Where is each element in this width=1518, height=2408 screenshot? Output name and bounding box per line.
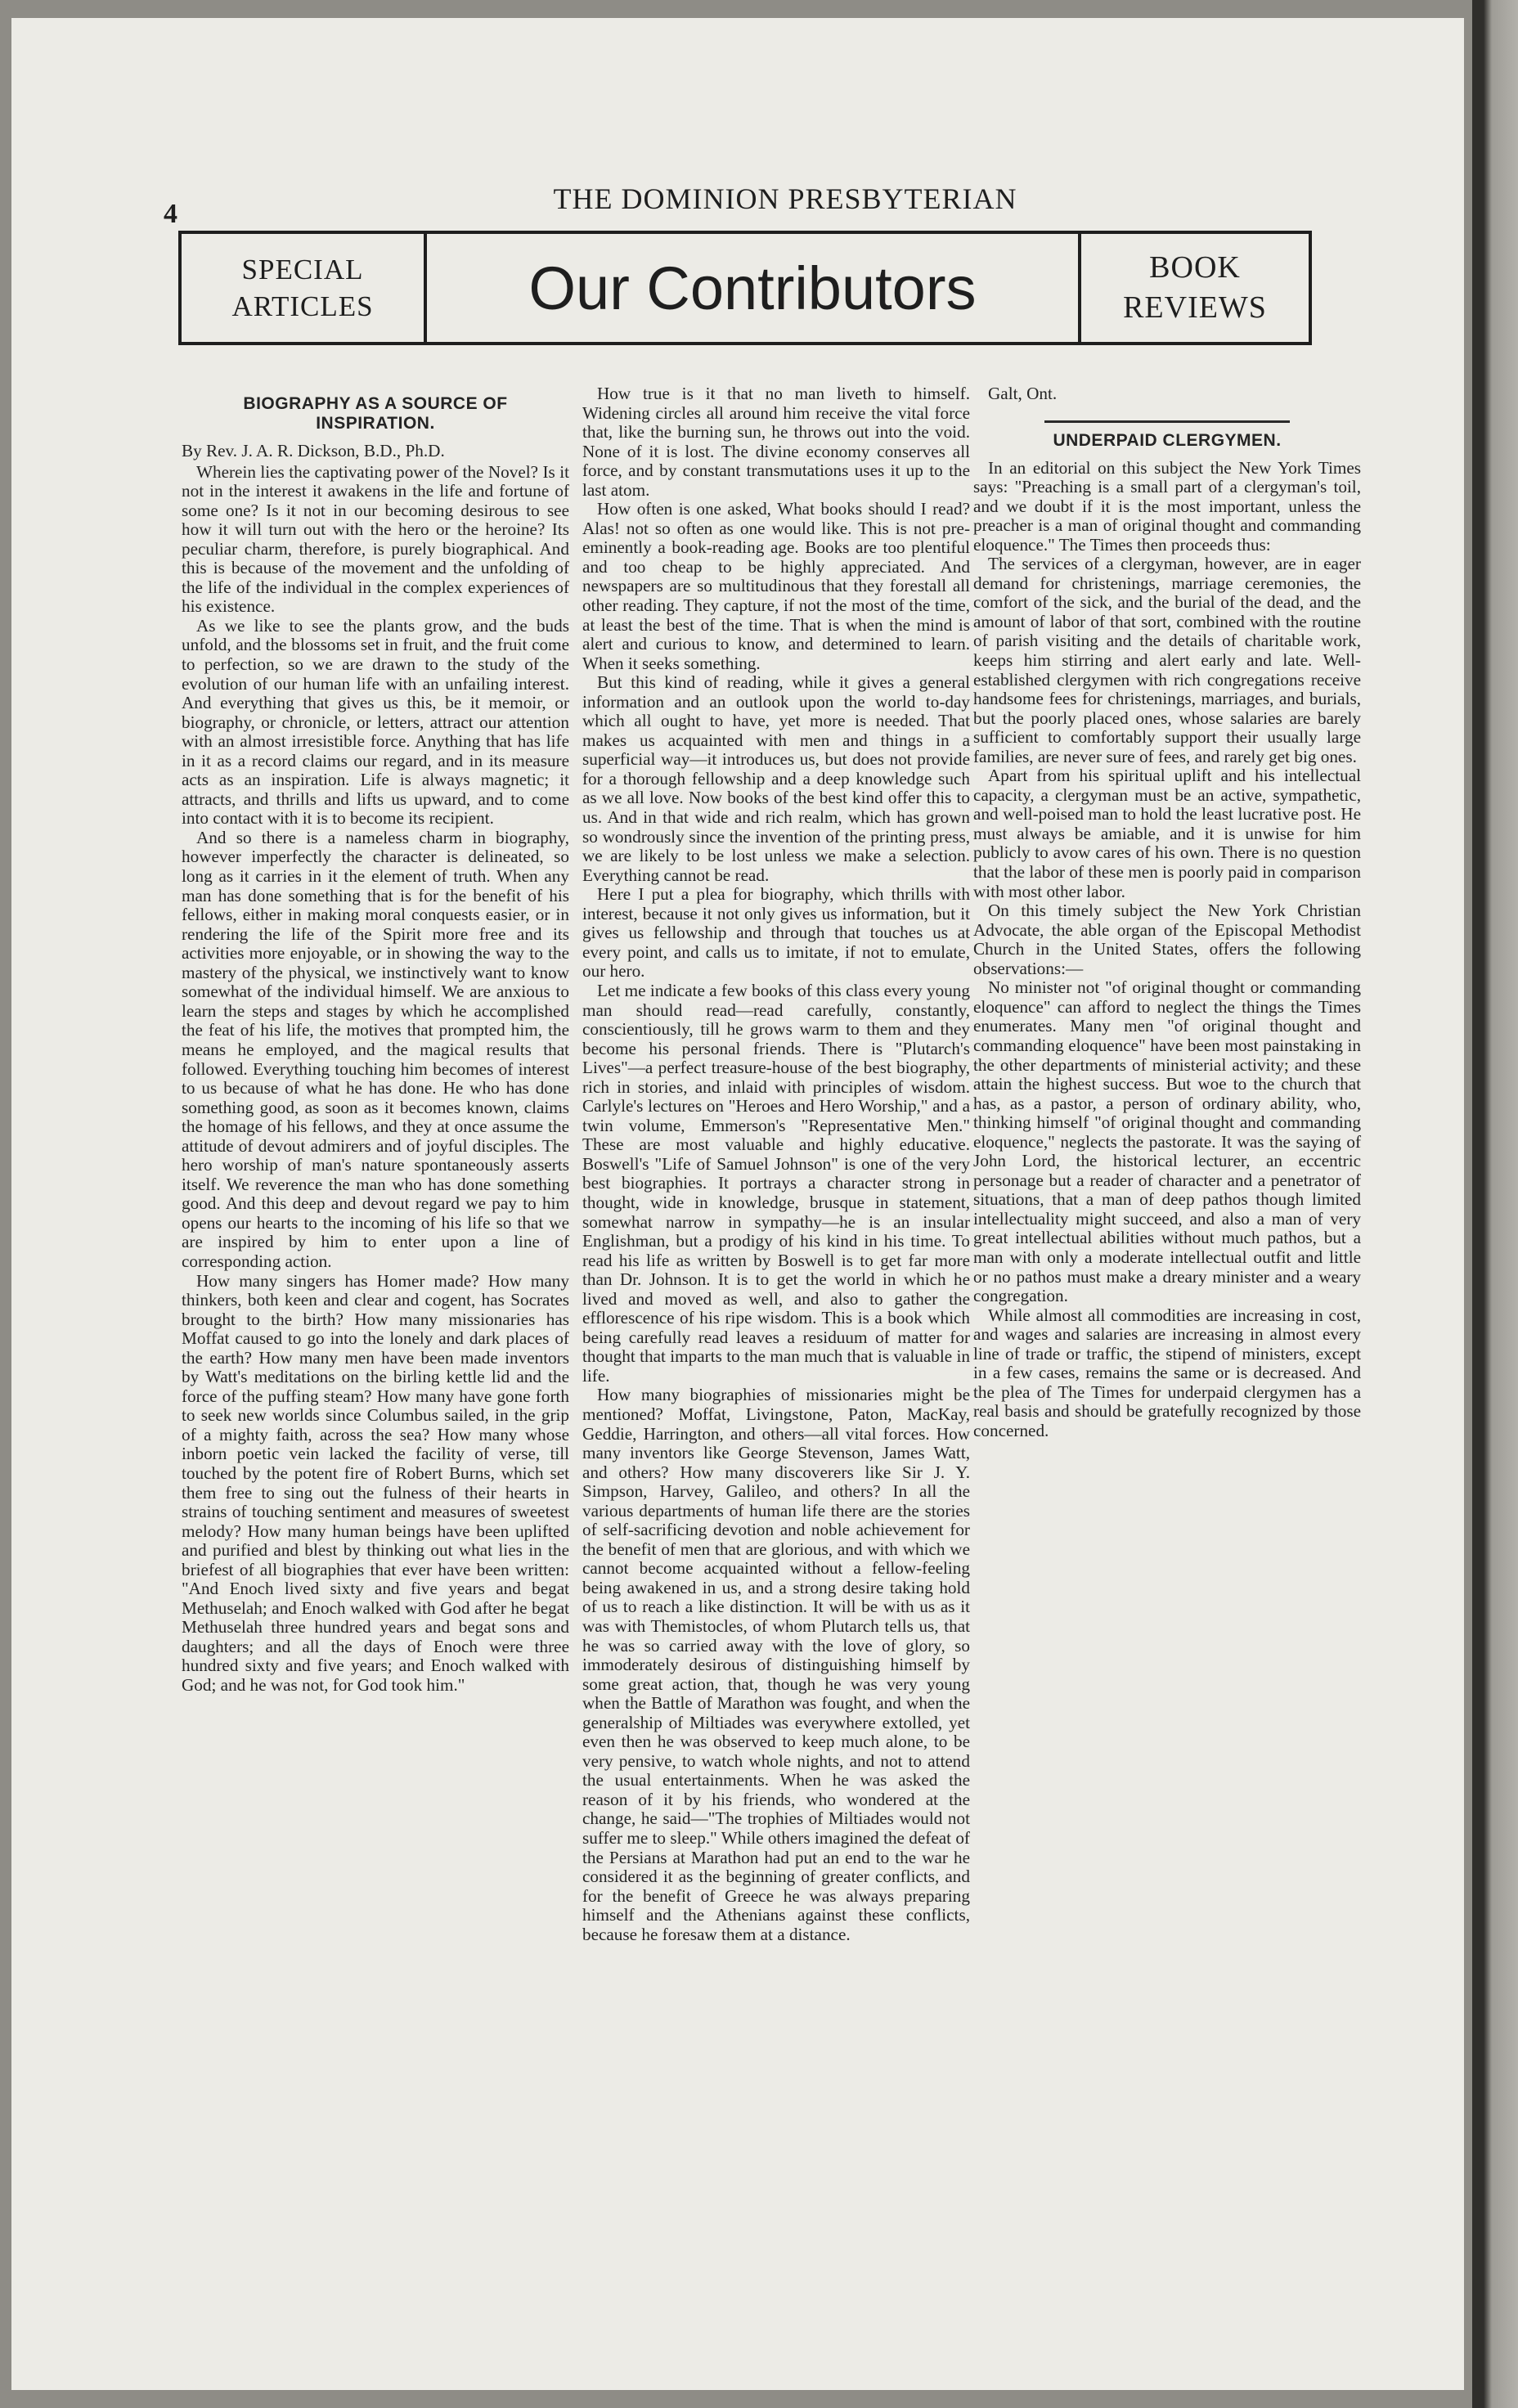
- banner-left-label: SPECIAL ARTICLES: [182, 234, 427, 342]
- article-divider: [1044, 420, 1290, 423]
- adjacent-page-edge: [1472, 0, 1518, 2408]
- paragraph: How often is one asked, What books should I read? Alas! not so often as one would like. This is not pre-eminently a book-reading age. Books are too plentiful and too cheap to be highly appreciated. And newspapers are so multitudinous that they forestall all other reading. They capture, if not the most of the time, at least the best of the time. That is when the mind is alert and curious to know, and determined to learn. When it seeks something.: [582, 499, 970, 673]
- column-3: [973, 384, 1361, 1440]
- article-byline: By Rev. J. A. R. Dickson, B.D., Ph.D.: [182, 441, 445, 460]
- column-1: [182, 384, 569, 1696]
- article-headline: BIOGRAPHY AS A SOURCE OF INSPIRATION.: [243, 394, 508, 433]
- paragraph: How many biographies of missionaries might be mentioned? Moffat, Livingstone, Paton, MacKay, Geddie, Harrington, and others—all vital forces. How many inventors like George Stevenson, James Watt, and others? How many discoverers like Sir J. Y. Simpson, Harvey, Galileo, and others? In all the various departments of human life there are the stories of self-sacrificing devotion and noble achievement for the benefit of men that are glorious, and with which we cannot become acquainted without a fellow-feeling being awakened in us, and a strong desire taking hold of us to reach a like distinction. It will be with us as it was with Themistocles, of whom Plutarch tells us, that he was so carried away with the love of glory, so immoderately desirous of distinguishing himself by some great action, that, though he was very young when the Battle of Marathon was fought, and when the generalship of Miltiades was everywhere extolled, yet even then he was observed to keep much alone, to be very pensive, to watch whole nights, and not to attend the usual entertainments. When he was asked the reason of it by his friends, who wondered at the change, he said—"The trophies of Miltiades would not suffer me to sleep." While others imagined the defeat of the Persians at Marathon had put an end to the war he considered it as the beginning of greater conflicts, and for the benefit of Greece he was always preparing himself and the Athenians against these conflicts, because he foresaw them at a distance.: [582, 1385, 970, 1944]
- page-number: 4: [164, 199, 177, 229]
- column-2: [582, 384, 970, 1944]
- paragraph: On this timely subject the New York Christian Advocate, the able organ of the Episcopal Methodist Church in the United States, offers the following observations:—: [973, 901, 1361, 978]
- paragraph: Wherein lies the captivating power of the Novel? Is it not in the interest it awakens in the life and fortune of some one? Is it not in our becoming desirous to see how it will turn out with the hero or the heroine? Its peculiar charm, therefore, is purely biographical. And this is because of the movement and the unfolding of the life of the individual in the complex experiences of his existence.: [182, 461, 569, 617]
- article-signoff: Galt, Ont.: [988, 384, 1058, 403]
- paragraph: And so there is a nameless charm in biography, however imperfectly the character is delineated, so long as it carries in it the element of truth. When any man has done something that is for the benefit of his fellows, either in making moral conquests easier, or in rendering the life of the Spirit more free and its activities more enjoyable, or in showing the way to the mastery of the physical, we instinctively want to know somewhat of the individual himself. We are anxious to learn the steps and stages by which he accomplished the feat of his life, the motives that prompted him, the means he employed, and the magical results that followed. Everything touching him becomes of interest to us because of what he has done. He who has done something good, as soon as it becomes known, claims the homage of his fellows, and they at once assume the attitude of devout admirers and of joyful disciples. The hero worship of man's nature spontaneously asserts itself. We reverence the man who has done something good. And this deep and devout regard we pay to him opens our hearts to the incoming of his life so that we are inspired by him to enter upon a line of corresponding action.: [182, 827, 569, 1271]
- section-banner: [178, 231, 1312, 345]
- paragraph: As we like to see the plants grow, and the buds unfold, and the blossoms set in fruit, and the fruit come to perfection, so we are drawn to the study of the evolution of our human life with an unfailing interest. And everything that gives us this, be it memoir, or biography, or chronicle, or letters, attract our attention with an almost irresistible force. Anything that has life in it as a record claims our regard, and in its measure acts as an inspiration. Life is always magnetic; it attracts, and thrills and lifts us upward, and to come into contact with it is to become its recipient.: [182, 615, 569, 829]
- paragraph: In an editorial on this subject the New York Times says: "Preaching is a small part of a clergyman's toil, and we doubt if it is the most important, unless the preacher is a man of original thought and commanding eloquence." The Times then proceeds thus:: [973, 457, 1361, 555]
- paragraph: How many singers has Homer made? How many thinkers, both keen and clear and cogent, has Socrates brought to the birth? How many missionaries has Moffat caused to go into the lonely and dark places of the earth? How many men have been made inventors by Watt's meditations on the birling kettle lid and the force of the puffing steam? How many have gone forth to seek new worlds since Columbus sailed, in the grip of a mighty faith, across the sea? How many whose inborn poetic vein lacked the facility of verse, till touched by the potent fire of Robert Burns, which set them free to sing out the fulness of their hearts in strains of touching sentiment and measures of sweetest melody? How many human beings have been uplifted and purified and blest by thinking out what lies in the briefest of all biographies that ever have been written: "And Enoch lived sixty and five years and begat Methuselah; and Enoch walked with God after he begat Methuselah three hundred years and begat sons and daughters; and all the days of Enoch were three hundred sixty and five years; and Enoch walked with God; and he was not, for God took him.": [182, 1270, 569, 1695]
- paragraph: But this kind of reading, while it gives a general information and an outlook upon the world to-day which all ought to have, yet more is needed. That makes us acquainted with men and things in a superficial way—it introduces us, but does not provide for a thorough fellowship and a deep knowledge such as we all love. Now books of the best kind offer this to us. And in that wide and rich realm, which has grown so wondrously since the invention of the printing press, we are likely to be lost unless we make a selection. Everything cannot be read.: [582, 672, 970, 885]
- banner-title: Our Contributors: [528, 254, 977, 322]
- running-head: THE DOMINION PRESBYTERIAN: [553, 182, 1017, 215]
- paragraph: Here I put a plea for biography, which thrills with interest, because it not only gives us information, but it gives us fellowship and through that touches us at every point, and calls us to imitate, if not to emulate, our hero.: [582, 884, 970, 982]
- paragraph: While almost all commodities are increasing in cost, and wages and salaries are increasing in almost every line of trade or traffic, the stipend of ministers, except in a few cases, remains the same or is decreased. And the plea of The Times for underpaid clergymen has a real basis and should be gratefully recognized by those concerned.: [973, 1305, 1361, 1440]
- paragraph: Apart from his spiritual uplift and his intellectual capacity, a clergyman must be an active, sympathetic, and well-poised man to hold the least lucrative post. He must always be amiable, and it is unwise for him publicly to avow cares of his own. There is no question that the labor of these men is poorly paid in comparison with most other labor.: [973, 766, 1361, 901]
- paragraph: Let me indicate a few books of this class every young man should read—read carefully, constantly, conscientiously, till he grows warm to them and they become his personal friends. There is "Plutarch's Lives"—a perfect treasure-house of the best biography, rich in stories, and inlaid with principles of wisdom. Carlyle's lectures on "Heroes and Hero Worship," and a twin volume, Emmerson's "Representative Men." These are most valuable and highly educative. Boswell's "Life of Samuel Johnson" is one of the very best biographies. It portrays a character strong in thought, wide in knowledge, brusque in statement, somewhat narrow in sympathy—he is an insular Englishman, but a prodigy of his kind in his time. To read his life as written by Boswell is to get far more than Dr. Johnson. It is to get the world in which he lived and moved as well, and also to gather the efflorescence of his ripe wisdom. This is a book which being carefully read leaves a residuum of matter for thought that imparts to the man much that is valuable in life.: [582, 980, 970, 1386]
- paragraph: No minister not "of original thought or commanding eloquence" can afford to neglect the things the Times enumerates. Many men "of original thought and commanding eloquence" have been most painstaking in the other departments of ministerial activity; and these attain the highest success. But woe to the church that has, as a pastor, a person of ordinary ability, who, thinking himself "of original thought and commanding eloquence," neglects the pastorate. It was the saying of John Lord, the historical lecturer, an eccentric personage but a reader of character and a penetrator of situations, that a man of deep pathos though limited intellectuality might succeed, and also a man of very great intellectual abilities without much pathos, but a man with only a moderate intellectual outfit and little or no pathos must make a dreary minister and a weary congregation.: [973, 977, 1361, 1306]
- banner-right-label: BOOK REVIEWS: [1078, 234, 1309, 342]
- article-headline: UNDERPAID CLERGYMEN.: [1053, 430, 1282, 450]
- paragraph: The services of a clergyman, however, are in eager demand for christenings, marriage ceremonies, the comfort of the sick, and the burial of the dead, and the amount of labor of that sort, combined with the routine of parish visiting and the details of charitable work, keeps him stirring and alert early and late. Well-established clergymen with rich congregations receive handsome fees for christenings, marriages, and burials, but the poorly placed ones, whose salaries are barely sufficient to comfortably support their usually large families, are never sure of fees, and rarely get big ones.: [973, 554, 1361, 766]
- paragraph: How true is it that no man liveth to himself. Widening circles all around him receive the vital force that, like the burning sun, he throws out into the void. None of it is lost. The divine economy conserves all force, and by constant transmutations uses it up to the last atom.: [582, 384, 970, 500]
